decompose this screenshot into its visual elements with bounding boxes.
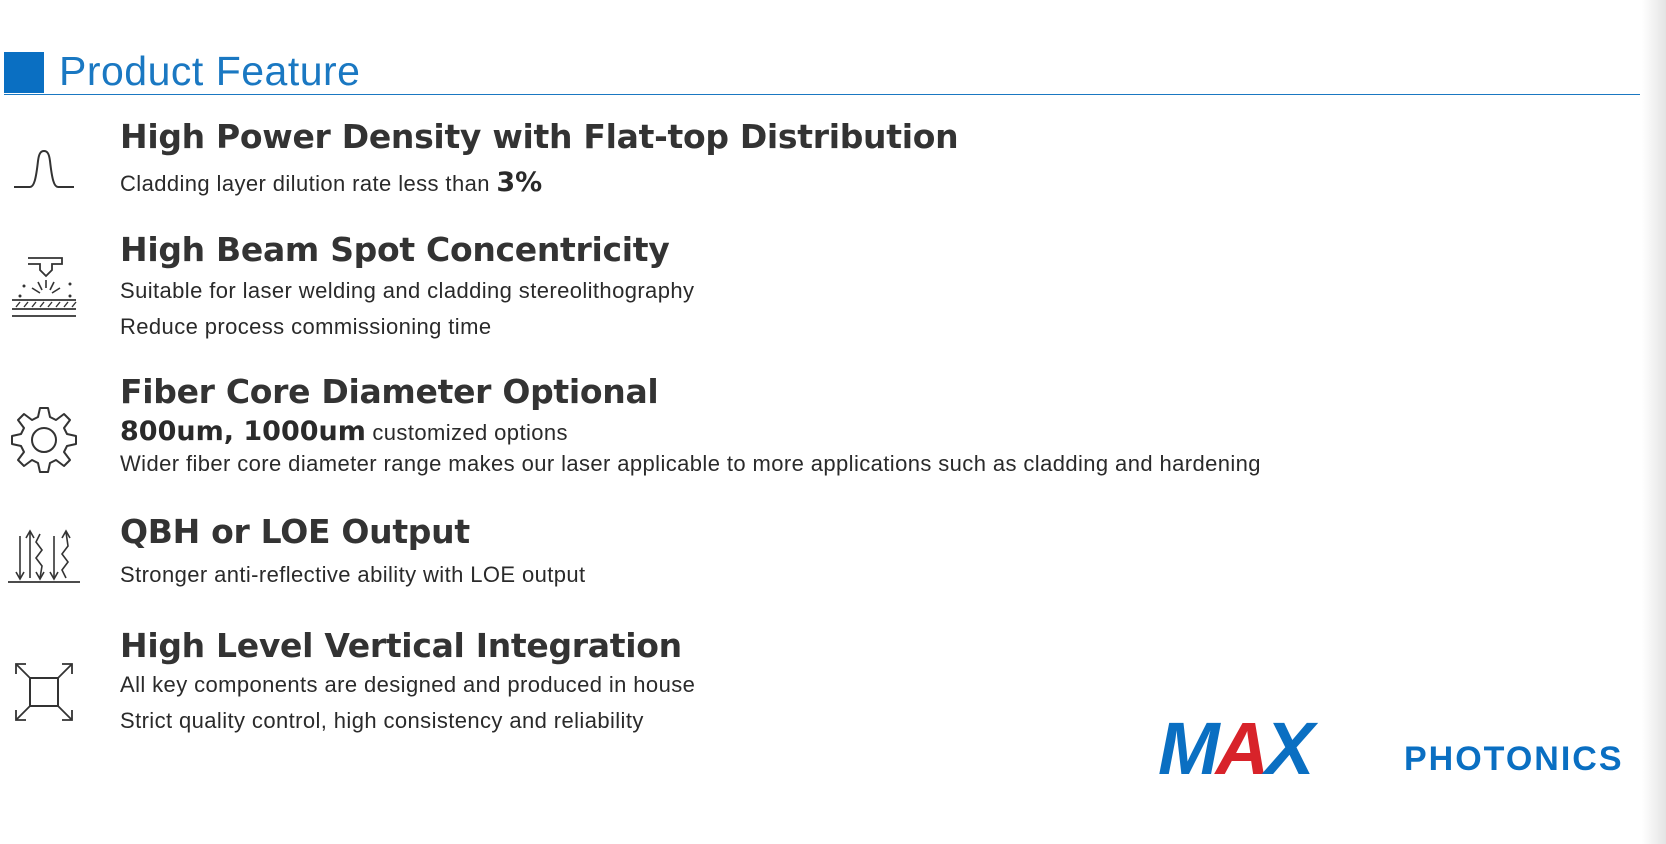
logo-mark-a: A <box>1215 707 1266 790</box>
flat-top-distribution-icon <box>8 131 80 203</box>
feature-title: High Level Vertical Integration <box>120 626 682 665</box>
page-edge-shadow <box>1642 0 1666 844</box>
feature-description: Suitable for laser welding and cladding stereolithography <box>120 278 695 303</box>
feature-description: Reduce process commissioning time <box>120 314 492 339</box>
feature-description <box>120 167 958 198</box>
logo-mark <box>1158 707 1311 790</box>
vertical-integration-icon <box>8 656 80 728</box>
logo-wordmark: PHOTONICS <box>1404 740 1624 778</box>
gear-icon <box>8 402 80 474</box>
header-accent-square <box>4 52 44 93</box>
feature-title: High Power Density with Flat-top Distribution <box>120 117 959 156</box>
feature-body <box>120 626 695 734</box>
feature-body <box>120 230 694 340</box>
feature-description: All key components are designed and produced in house <box>120 672 696 697</box>
feature-body <box>120 372 1261 477</box>
feature-description <box>120 416 1261 447</box>
feature-fiber-core <box>0 372 1500 492</box>
feature-description: Stronger anti-reflective ability with LOE output <box>120 562 586 587</box>
feature-value: 800um, 1000um <box>120 416 366 447</box>
section-title: Product Feature <box>59 48 361 94</box>
feature-text: customized options <box>365 420 568 445</box>
section-header <box>4 48 1640 95</box>
feature-value: 3% <box>496 167 543 198</box>
logo-mark-m: M <box>1158 707 1216 790</box>
feature-body <box>120 512 586 588</box>
laser-beam-spot-icon <box>8 252 80 324</box>
feature-beam-spot <box>0 230 1500 350</box>
max-photonics-logo <box>1158 707 1638 790</box>
feature-body <box>120 117 958 198</box>
feature-title: High Beam Spot Concentricity <box>120 230 670 269</box>
output-arrows-icon <box>8 522 80 594</box>
feature-flat-top <box>0 117 1500 207</box>
feature-title: Fiber Core Diameter Optional <box>120 372 659 411</box>
feature-description: Wider fiber core diameter range makes our laser applicable to more applications such as cladding and hardening <box>120 451 1261 476</box>
feature-text: Cladding layer dilution rate less than <box>120 171 497 196</box>
feature-output <box>0 512 1500 602</box>
feature-description: Strict quality control, high consistency and reliability <box>120 708 644 733</box>
feature-title: QBH or LOE Output <box>120 512 470 551</box>
logo-mark-x: X <box>1265 707 1311 790</box>
